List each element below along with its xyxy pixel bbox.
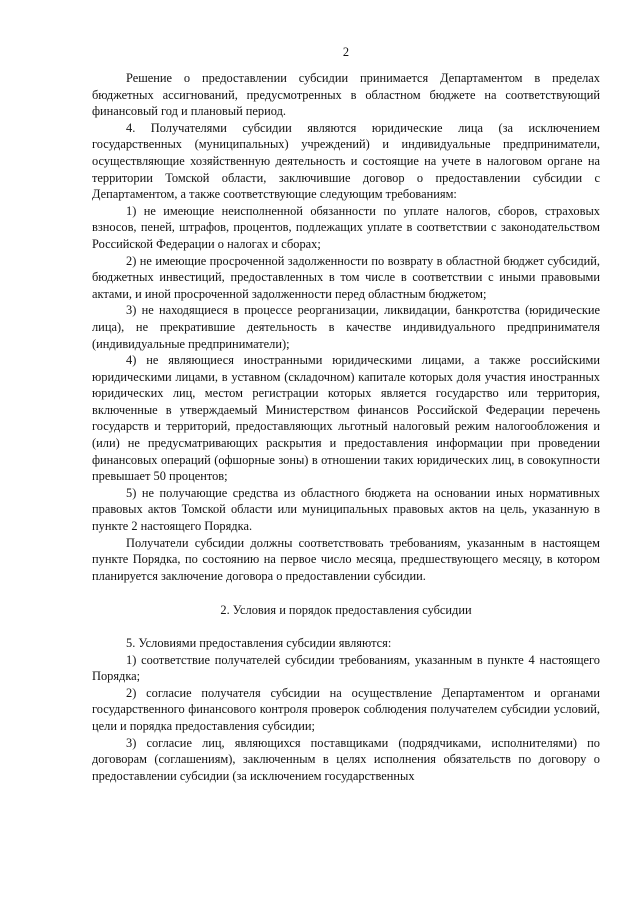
paragraph: 1) не имеющие неисполненной обязанности по уплате налогов, сборов, страховых взносов, пеней, штрафов, процентов, подлежащих уплате в соответствии с законодательством Российской Федерации о налогах и сборах; bbox=[92, 203, 600, 251]
section-body-2 bbox=[92, 635, 600, 784]
paragraph: 5. Условиями предоставления субсидии являются: bbox=[126, 636, 392, 650]
section-heading: 2. Условия и порядок предоставления субсидии bbox=[220, 603, 472, 618]
paragraph: 3) не находящиеся в процессе реорганизации, ликвидации, банкротства (юридические лица), не прекратившие деятельность в качестве индивидуального предпринимателя (индивидуальные предприниматели); bbox=[92, 303, 600, 351]
paragraph: Получатели субсидии должны соответствовать требованиям, указанным в настоящем пункте Порядка, по состоянию на первое число месяца, предшествующего месяцу, в котором планируется заключение договора о предоставлении субсидии. bbox=[92, 535, 600, 583]
page-number: 2 bbox=[342, 45, 350, 59]
paragraph: 4) не являющиеся иностранными юридическими лицами, а также российскими юридическими лицами, в уставном (складочном) капитале которых доля участия иностранных юридических лиц, местом регистрации которых является государство или территория, включенные в утверждаемый Министерством финансов Российской Федерации перечень государств и территорий, предоставляющих льготный налоговый режим налогообложения и (или) не предусматривающих раскрытия и предоставления информации при проведении финансовых операций (офшорные зоны) в отношении таких юридических лиц, в совокупности превышает 50 процентов; bbox=[92, 353, 600, 484]
paragraph: 5) не получающие средства из областного бюджета на основании иных нормативных правовых актов Томской области или муниципальных правовых актов на цель, указанную в пункте 2 настоящего Порядка. bbox=[92, 485, 600, 534]
paragraph: 1) соответствие получателей субсидии требованиям, указанным в пункте 4 настоящего Порядка; bbox=[92, 652, 600, 684]
paragraph: 2) не имеющие просроченной задолженности по возврату в областной бюджет субсидий, бюджетных инвестиций, предоставленных в том числе в соответствии с иными правовыми актами, и иной просроченной задолженности перед областным бюджетом; bbox=[92, 253, 600, 301]
paragraph: 2) согласие получателя субсидии на осуществление Департаментом и органами государственного финансового контроля проверок соблюдения получателем субсидии условий, цели и порядка предоставления субсидии; bbox=[92, 685, 600, 733]
paragraph: 4. Получателями субсидии являются юридические лица (за исключением государственных (муниципальных) учреждений) и индивидуальные предприниматели, осуществляющие хозяйственную деятельность и состоящие на учете в налоговом органе на территории Томской области, заключившие договор о предоставлении субсидии с Департаментом, а также соответствующие следующим требованиям: bbox=[92, 120, 600, 202]
paragraph: 3) согласие лиц, являющихся поставщиками (подрядчиками, исполнителями) по договорам (соглашениям), заключенным в целях исполнения обязательств по договору о предоставлении субсидии (за исключением государственных bbox=[92, 735, 600, 783]
section-body-1 bbox=[92, 70, 600, 584]
paragraph: Решение о предоставлении субсидии принимается Департаментом в пределах бюджетных ассигнований, предусмотренных в областном бюджете на соответствующий финансовый год и плановый период. bbox=[92, 71, 600, 119]
